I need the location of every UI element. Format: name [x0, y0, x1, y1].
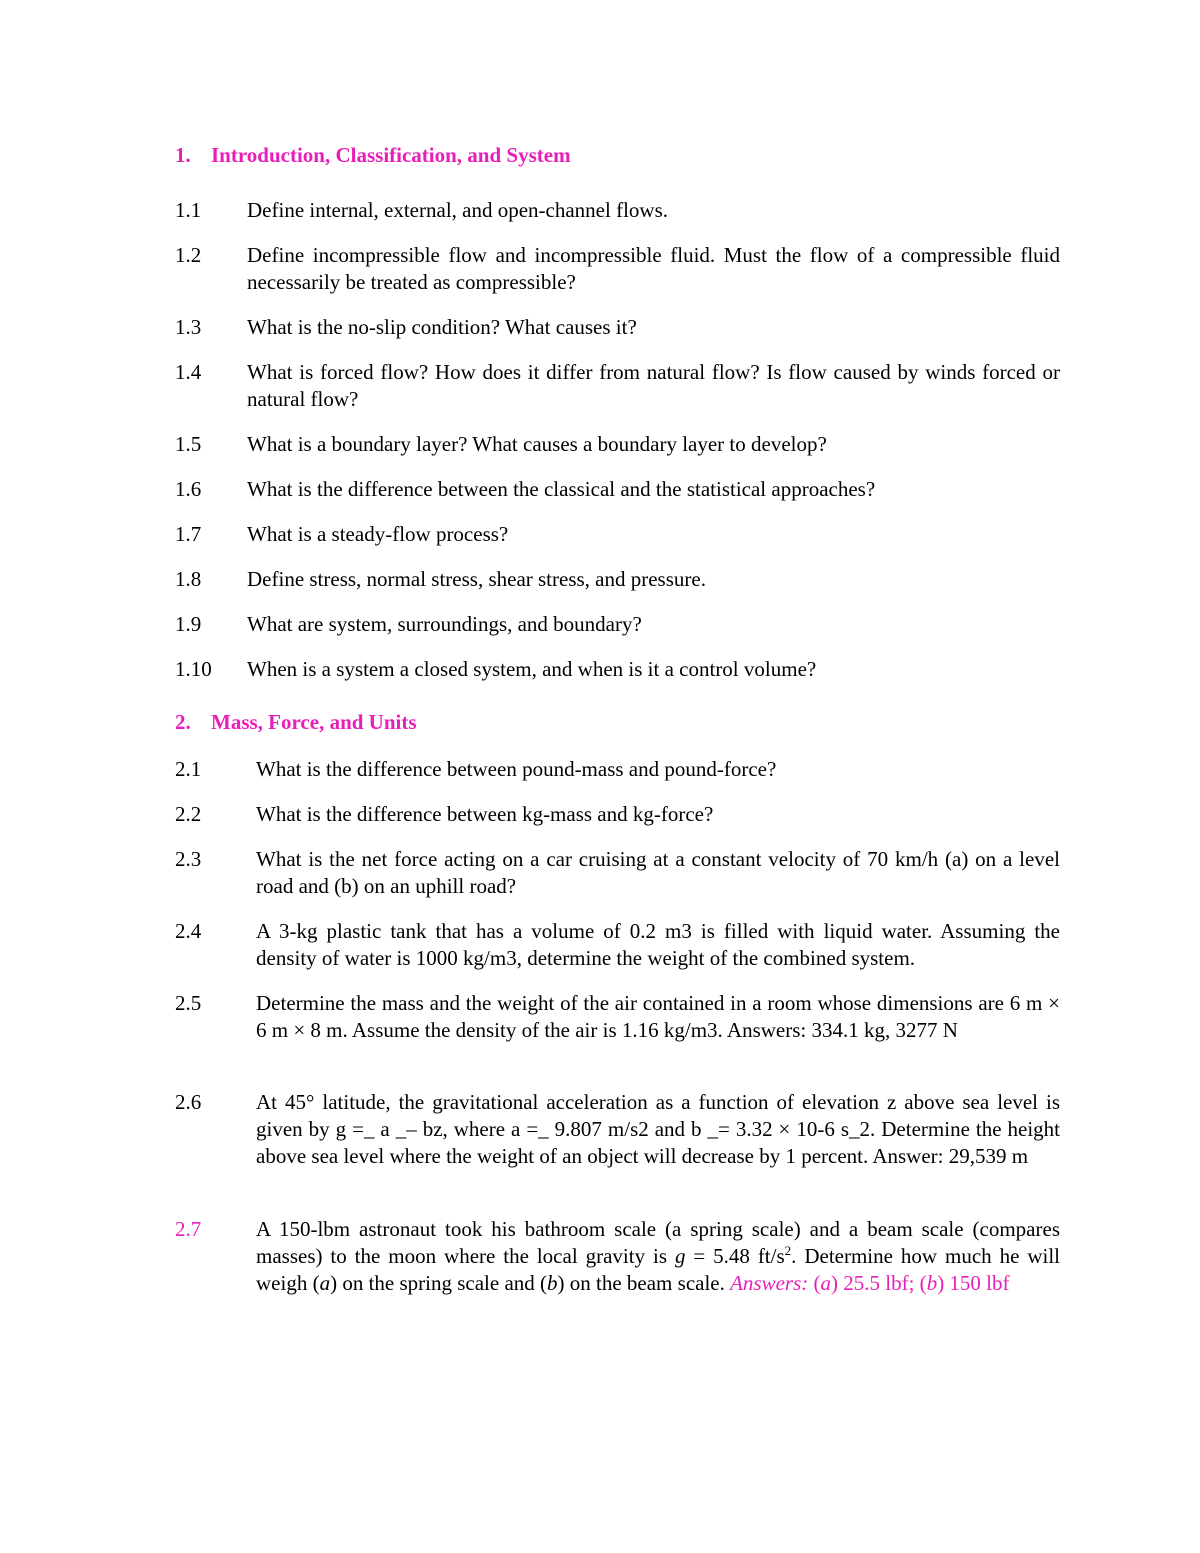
section-number: 1. [175, 143, 191, 167]
question-item [175, 656, 1060, 683]
question-text: Define stress, normal stress, shear stress, and pressure. [247, 567, 706, 591]
answers-label: Answers: [730, 1271, 809, 1295]
question-item [175, 918, 1060, 972]
question-item [175, 242, 1060, 296]
question-item [175, 476, 1060, 503]
question-number: 1.1 [175, 198, 202, 222]
superscript: 2 [784, 1243, 792, 1258]
question-item [175, 431, 1060, 458]
answer-value-a: ) 25.5 lbf; ( [831, 1271, 927, 1295]
question-number: 2.3 [175, 847, 202, 871]
question-text: At 45° latitude, the gravitational acceleration as a function of elevation z above sea level is given by g =_ a _– bz, where a =_ 9.807 m/s2 and b _= 3.32 × 10-6 s_2. Determine the height above sea level where the weight of an object will decrease by 1 percent. Answer: 29,539 m [256, 1090, 1060, 1168]
question-number: 1.7 [175, 522, 202, 546]
question-number: 1.4 [175, 360, 202, 384]
question-text: What is forced flow? How does it differ from natural flow? Is flow caused by winds forced or natural flow? [247, 360, 1060, 411]
question-text: What are system, surroundings, and boundary? [247, 612, 642, 636]
text-segment: . Determine how much he will weigh ( [256, 1244, 1060, 1295]
section-title: Introduction, Classification, and System [211, 143, 571, 167]
question-number: 2.6 [175, 1090, 202, 1114]
text-segment: A 150-lbm astronaut took his bathroom scale (a spring scale) and a beam scale (compares masses) to the moon where the local gravity is [256, 1217, 1060, 1268]
text-segment: ) on the spring scale and ( [330, 1271, 548, 1295]
question-text [256, 1216, 1060, 1297]
answer-label-b: b [926, 1271, 938, 1295]
question-number: 2.5 [175, 991, 202, 1015]
question-number: 1.8 [175, 567, 202, 591]
question-number: 2.1 [175, 757, 202, 781]
question-text: What is a boundary layer? What causes a boundary layer to develop? [247, 432, 827, 456]
question-item [175, 846, 1060, 900]
question-text: What is the difference between kg-mass and kg-force? [256, 802, 714, 826]
question-number: 2.4 [175, 919, 202, 943]
question-number: 1.6 [175, 477, 202, 501]
question-number: 1.9 [175, 612, 202, 636]
section-title: Mass, Force, and Units [211, 710, 417, 734]
answer-value-b: ) 150 lbf [937, 1271, 1010, 1295]
question-text: What is the no-slip condition? What causes it? [247, 315, 637, 339]
question-text: Determine the mass and the weight of the air contained in a room whose dimensions are 6 m × 6 m × 8 m. Assume the density of the air is 1.16 kg/m3. Answers: 334.1 kg, 3277 N [256, 991, 1060, 1042]
part-label-b: b [547, 1271, 558, 1295]
question-text: When is a system a closed system, and when is it a control volume? [247, 657, 817, 681]
question-number: 2.7 [175, 1217, 202, 1241]
question-item [175, 611, 1060, 638]
question-text: Define incompressible flow and incompressible fluid. Must the flow of a compressible fluid necessarily be treated as compressible? [247, 243, 1060, 294]
question-item [175, 801, 1060, 828]
question-item [175, 756, 1060, 783]
section-number: 2. [175, 710, 191, 734]
text-segment: ) on the beam scale. [557, 1271, 731, 1295]
question-item [175, 521, 1060, 548]
text-segment: = 5.48 ft/s [685, 1244, 785, 1268]
question-text: Define internal, external, and open-channel flows. [247, 198, 668, 222]
question-text: What is a steady-flow process? [247, 522, 509, 546]
question-item [175, 566, 1060, 593]
question-number: 1.3 [175, 315, 202, 339]
question-number: 1.10 [175, 657, 212, 681]
question-item-2-7 [175, 1216, 1060, 1297]
question-text: What is the difference between pound-mass and pound-force? [256, 757, 777, 781]
section-1-heading [175, 143, 571, 168]
answer-label-a: a [820, 1271, 832, 1295]
question-item [175, 359, 1060, 413]
gravity-symbol: g [674, 1244, 686, 1268]
question-item [175, 990, 1060, 1044]
answer-text: ( [813, 1271, 821, 1295]
question-text: What is the net force acting on a car cruising at a constant velocity of 70 km/h (a) on a level road and (b) on an uphill road? [256, 847, 1060, 898]
question-number: 1.2 [175, 243, 202, 267]
question-number: 1.5 [175, 432, 202, 456]
question-text: What is the difference between the classical and the statistical approaches? [247, 477, 876, 501]
question-text: A 3-kg plastic tank that has a volume of 0.2 m3 is filled with liquid water. Assuming the density of water is 1000 kg/m3, determine the weight of the combined system. [256, 919, 1060, 970]
question-item [175, 1089, 1060, 1170]
question-number: 2.2 [175, 802, 202, 826]
question-item [175, 314, 1060, 341]
section-2-heading [175, 710, 417, 735]
part-label-a: a [319, 1271, 331, 1295]
question-item [175, 197, 1060, 224]
